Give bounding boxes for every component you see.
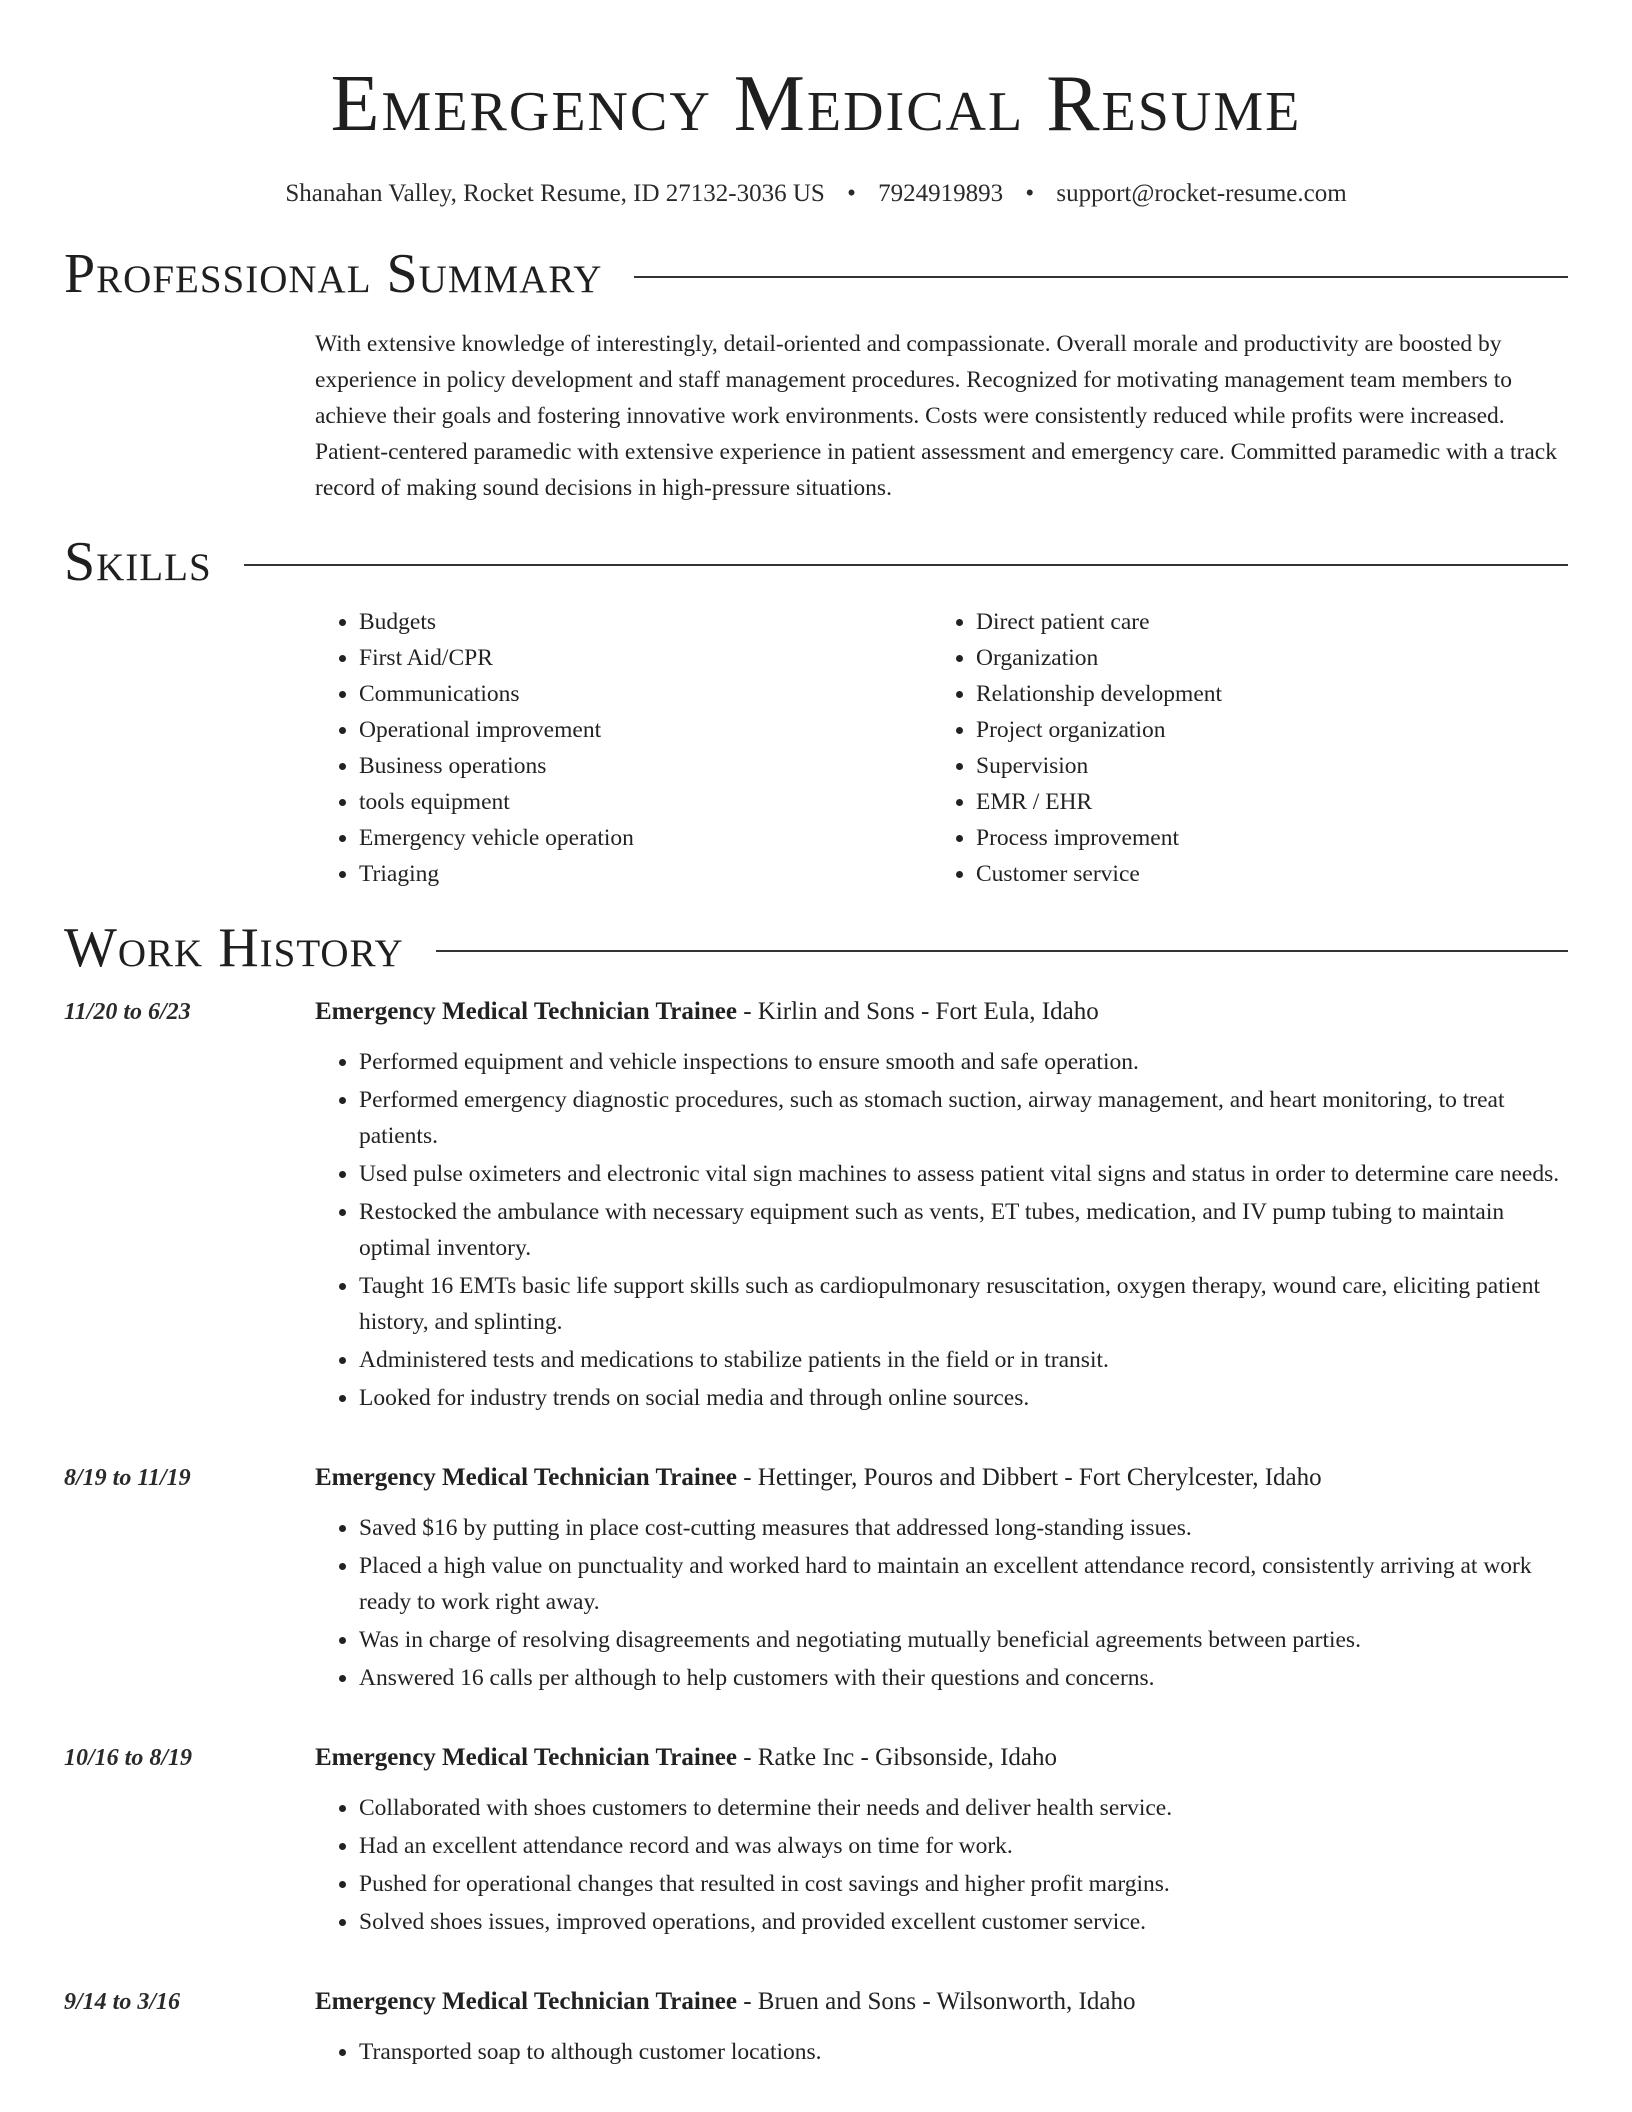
- job-bullet: • Performed emergency diagnostic procedures, such as stomach suction, airway management, and heart monitoring, to treat patients.: [359, 1082, 1568, 1154]
- job-entry: [64, 1462, 1568, 1698]
- skills-list: [315, 604, 1568, 892]
- job-employer: - Ratke Inc - Gibsonside, Idaho: [736, 1744, 1058, 1771]
- job-entry: [64, 1742, 1568, 1942]
- skill-item: • EMR / EHR: [976, 784, 1549, 820]
- work-section-header: [64, 918, 1568, 978]
- skills-column-left: [315, 604, 932, 892]
- skill-item: • Organization: [976, 640, 1549, 676]
- job-dates: 10/16 to 8/19: [64, 1745, 193, 1771]
- job-bullet: • Restocked the ambulance with necessary equipment such as vents, ET tubes, medication, and IV pump tubing to maintain optimal inventory.: [359, 1194, 1568, 1266]
- job-title: Emergency Medical Technician Trainee: [315, 1464, 737, 1491]
- summary-text: With extensive knowledge of interestingly, detail-oriented and compassionate. Overall morale and productivity are boosted by experience in policy development and staff management procedures. Recognized for motivating management team members to achieve their goals and fostering innovative work environments. Costs were consistently reduced while profits were increased. Patient-centered paramedic with extensive experience in patient assessment and emergency care. Committed paramedic with a track record of making sound decisions in high-pressure situations.: [315, 331, 1557, 501]
- summary-heading: Professional Summary: [64, 243, 603, 305]
- job-bullet: • Placed a high value on punctuality and worked hard to maintain an excellent attendance record, consistently arriving at work ready to work right away.: [359, 1548, 1568, 1620]
- job-title: Emergency Medical Technician Trainee: [315, 1988, 737, 2015]
- skills-section-header: [64, 532, 1568, 592]
- work-history-list: [64, 996, 1568, 2072]
- contact-email: support@rocket-resume.com: [1056, 180, 1347, 207]
- skill-item: • Supervision: [976, 748, 1549, 784]
- contact-address: Shanahan Valley, Rocket Resume, ID 27132-3036 US: [285, 180, 825, 207]
- work-heading: Work History: [64, 917, 404, 979]
- job-entry: [64, 996, 1568, 1418]
- skill-item: • First Aid/CPR: [359, 640, 932, 676]
- job-bullets: [315, 1510, 1568, 1696]
- skill-item: • Business operations: [359, 748, 932, 784]
- job-title-line: [315, 1742, 1568, 1774]
- resume-page: [64, 0, 1568, 2072]
- skill-item: • Budgets: [359, 604, 932, 640]
- job-detail: [315, 996, 1568, 1418]
- job-title-line: [315, 1462, 1568, 1494]
- contact-separator: •: [1025, 180, 1035, 207]
- job-employer: - Bruen and Sons - Wilsonworth, Idaho: [736, 1988, 1136, 2015]
- contact-separator: •: [847, 180, 856, 207]
- job-detail: [315, 1742, 1568, 1942]
- job-bullet: • Performed equipment and vehicle inspections to ensure smooth and safe operation.: [359, 1044, 1568, 1080]
- job-dates: 9/14 to 3/16: [64, 1989, 181, 2015]
- job-bullet: • Administered tests and medications to stabilize patients in the field or in transit.: [359, 1342, 1568, 1378]
- job-bullet: • Answered 16 calls per although to help customers with their questions and concerns.: [359, 1660, 1568, 1696]
- job-bullets: [315, 2034, 1568, 2070]
- job-bullet: • Used pulse oximeters and electronic vital sign machines to assess patient vital signs and status in order to determine care needs.: [359, 1156, 1568, 1192]
- skill-item: • Project organization: [976, 712, 1549, 748]
- job-title: Emergency Medical Technician Trainee: [315, 1744, 737, 1771]
- section-divider: [244, 564, 1568, 566]
- skill-item: • Emergency vehicle operation: [359, 820, 932, 856]
- job-bullet: • Collaborated with shoes customers to determine their needs and deliver health service.: [359, 1790, 1568, 1826]
- job-bullet: • Taught 16 EMTs basic life support skills such as cardiopulmonary resuscitation, oxygen therapy, wound care, eliciting patient history, and splinting.: [359, 1268, 1568, 1340]
- job-dates: 11/20 to 6/23: [64, 999, 191, 1025]
- contact-line: [64, 178, 1568, 210]
- job-bullets: [315, 1790, 1568, 1940]
- skill-item: • Relationship development: [976, 676, 1549, 712]
- job-bullet: • Transported soap to although customer locations.: [359, 2034, 1568, 2070]
- job-bullet: • Saved $16 by putting in place cost-cutting measures that addressed long-standing issues.: [359, 1510, 1568, 1546]
- skill-item: • Operational improvement: [359, 712, 932, 748]
- skill-item: • tools equipment: [359, 784, 932, 820]
- skill-item: • Customer service: [976, 856, 1549, 892]
- job-bullets: [315, 1044, 1568, 1416]
- section-divider: [436, 950, 1568, 952]
- job-employer: - Kirlin and Sons - Fort Eula, Idaho: [736, 998, 1099, 1025]
- job-bullet: • Looked for industry trends on social media and through online sources.: [359, 1380, 1568, 1416]
- resume-name: Emergency Medical Resume: [330, 60, 1302, 148]
- job-detail: [315, 1986, 1568, 2072]
- skills-heading: Skills: [64, 531, 212, 593]
- section-divider: [634, 276, 1568, 278]
- skill-item: • Communications: [359, 676, 932, 712]
- job-entry: [64, 1986, 1568, 2072]
- skill-item: • Triaging: [359, 856, 932, 892]
- contact-phone: 7924919893: [878, 180, 1004, 207]
- job-bullet: • Had an excellent attendance record and was always on time for work.: [359, 1828, 1568, 1864]
- job-employer: - Hettinger, Pouros and Dibbert - Fort Cherylcester, Idaho: [736, 1464, 1322, 1491]
- skill-item: • Direct patient care: [976, 604, 1549, 640]
- skill-item: • Process improvement: [976, 820, 1549, 856]
- job-bullet: • Was in charge of resolving disagreements and negotiating mutually beneficial agreements between parties.: [359, 1622, 1568, 1658]
- skills-column-right: [932, 604, 1549, 892]
- job-title-line: [315, 996, 1568, 1028]
- summary-section-header: [64, 244, 1568, 304]
- job-detail: [315, 1462, 1568, 1698]
- job-bullet: • Solved shoes issues, improved operations, and provided excellent customer service.: [359, 1904, 1568, 1940]
- job-bullet: • Pushed for operational changes that resulted in cost savings and higher profit margins.: [359, 1866, 1568, 1902]
- job-title-line: [315, 1986, 1568, 2018]
- job-dates: 8/19 to 11/19: [64, 1465, 191, 1491]
- job-title: Emergency Medical Technician Trainee: [315, 998, 737, 1025]
